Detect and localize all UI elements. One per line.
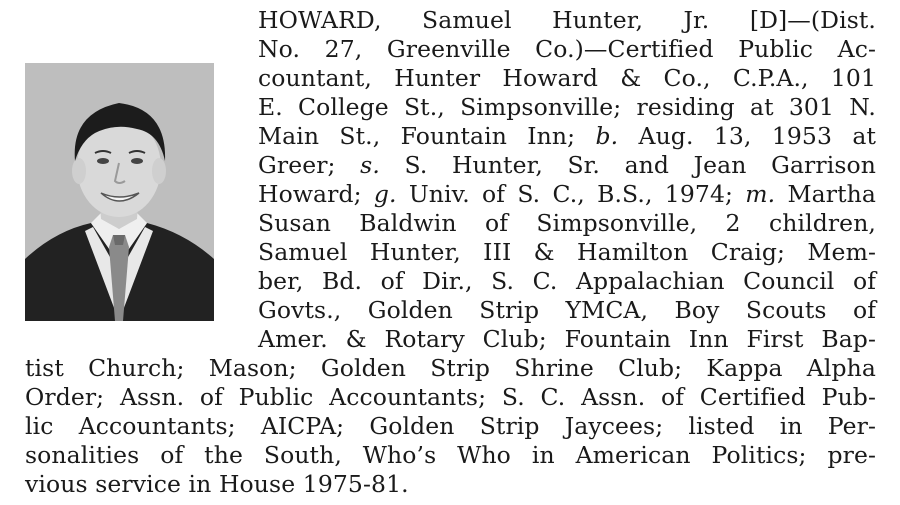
text-line <box>258 325 876 354</box>
text-run: sonalities of the South, Who’s Who in American Politics; pre- <box>25 441 876 469</box>
text-line <box>258 6 876 35</box>
text-line <box>25 383 876 412</box>
text-line <box>258 296 876 325</box>
text-run: Aug. 13, 1953 at <box>618 122 876 150</box>
text-line <box>258 93 876 122</box>
text-line <box>258 35 876 64</box>
text-run: Martha <box>775 180 876 208</box>
text-run: HOWARD, Samuel Hunter, Jr. [D]—(Dist. <box>258 6 876 34</box>
text-run: Govts., Golden Strip YMCA, Boy Scouts of <box>258 296 876 324</box>
portrait-photo <box>25 63 214 321</box>
text-line <box>258 238 876 267</box>
italic-abbrev: b. <box>595 122 619 150</box>
text-run: Greer; <box>258 151 361 179</box>
text-line <box>25 441 876 470</box>
text-run: Order; Assn. of Public Accountants; S. C. Assn. of Certified Pub- <box>25 383 876 411</box>
text-line <box>25 354 876 383</box>
text-run: vious service in House 1975-81. <box>25 470 409 498</box>
text-line <box>258 209 876 238</box>
text-run: Samuel Hunter, III & Hamilton Craig; Mem- <box>258 238 876 266</box>
text-run: S. Hunter, Sr. and Jean Garrison <box>379 151 876 179</box>
text-run: Amer. & Rotary Club; Fountain Inn First Bap- <box>258 325 876 353</box>
text-line <box>25 470 876 499</box>
text-run: Univ. of S. C., B.S., 1974; <box>396 180 746 208</box>
text-line <box>25 412 876 441</box>
text-run: countant, Hunter Howard & Co., C.P.A., 101 <box>258 64 876 92</box>
text-line <box>258 180 876 209</box>
text-run: E. College St., Simpsonville; residing at 301 N. <box>258 93 876 121</box>
text-run: tist Church; Mason; Golden Strip Shrine Club; Kappa Alpha <box>25 354 876 382</box>
text-line <box>258 122 876 151</box>
italic-abbrev: s. <box>360 151 380 179</box>
text-run: lic Accountants; AICPA; Golden Strip Jaycees; listed in Per- <box>25 412 876 440</box>
text-run: Main St., Fountain Inn; <box>258 122 596 150</box>
text-line <box>258 151 876 180</box>
text-run: ber, Bd. of Dir., S. C. Appalachian Council of <box>258 267 876 295</box>
text-line <box>258 64 876 93</box>
italic-abbrev: m. <box>745 180 776 208</box>
italic-abbrev: g. <box>373 180 397 208</box>
text-run: Howard; <box>258 180 374 208</box>
text-line <box>258 267 876 296</box>
text-run: No. 27, Greenville Co.)—Certified Public Ac- <box>258 35 876 63</box>
text-run: Susan Baldwin of Simpsonville, 2 children, <box>258 209 876 237</box>
